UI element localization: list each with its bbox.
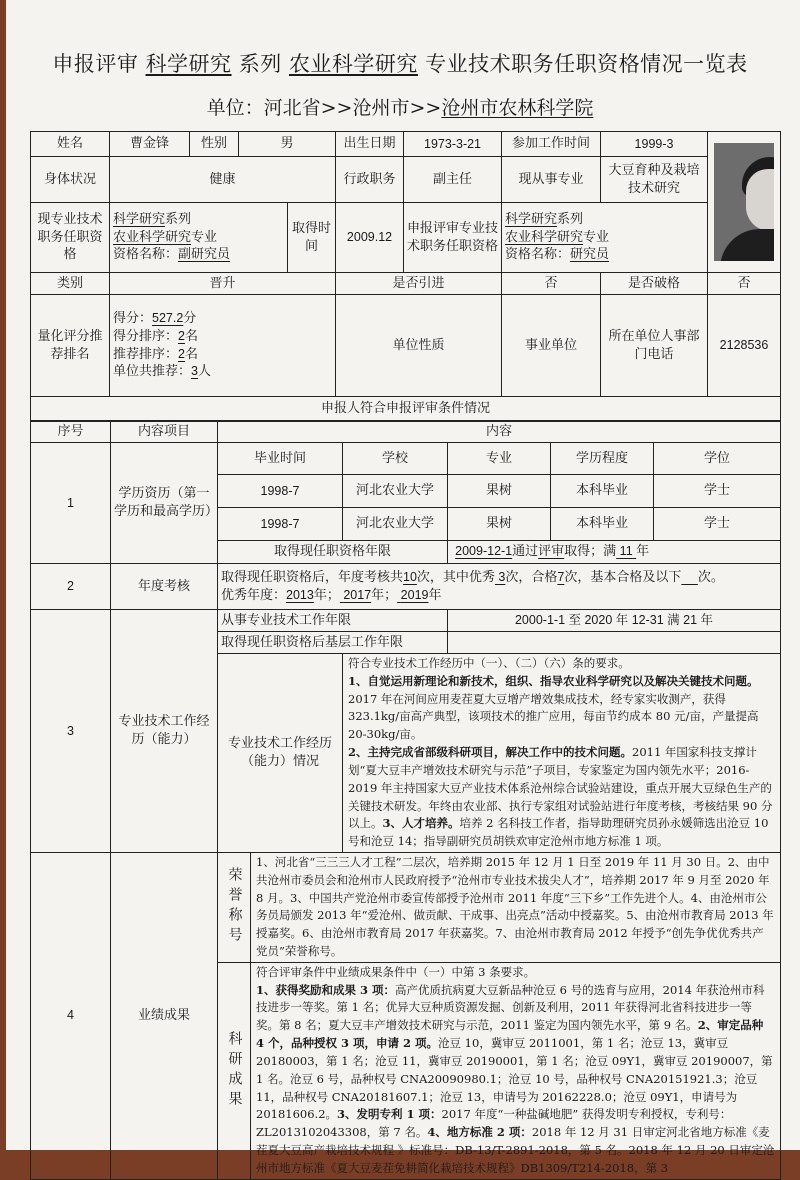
annual-item: 年度考核 — [111, 564, 218, 610]
current-qual-label: 现专业技术职务任职资格 — [31, 203, 110, 273]
obtain-time-value: 2009.12 — [336, 203, 404, 273]
apply-qual-value: 科学研究系列 农业科学研究专业 资格名称：研究员 — [502, 203, 708, 273]
basic-info-table — [30, 131, 781, 421]
ach-item: 业绩成果 — [111, 852, 218, 1179]
edu-header-3: 学历程度 — [551, 443, 654, 475]
edu-item: 学历资历（第一学历和最高学历） — [111, 443, 218, 564]
name-label: 姓名 — [31, 132, 110, 157]
conditions-table — [30, 421, 781, 1180]
hr-phone-value: 2128536 — [708, 295, 781, 397]
edu-header-0: 毕业时间 — [218, 443, 343, 475]
col-content-header: 内容 — [218, 422, 781, 443]
name-value: 曹金锋 — [110, 132, 190, 157]
category-value: 晋升 — [110, 273, 336, 295]
research-text: 符合评审条件中业绩成果条件中（一）中第 3 条要求。 1、获得奖励和成果 3 项：高产优质抗病夏大豆新品种沧豆 6 号的选育与应用，2014 年获沧州市科技进步一等奖。第 1 名；优异大豆种质资源发掘、创新及利用，2011 年获得河北省科技进步一等奖。第 8 名；夏大豆丰产增效技术研究与示范，2011 鉴定为国内领先水平，第 9 名。2、审定品种 4 个，品种授权 3 项，申请 2 项。沧豆 10，冀审豆 2011001，第 1 名；沧豆 13，冀审豆 20180003，第 1 名；沧豆 11，冀审豆 20190001，第 1 名；沧豆 09Y1，冀审豆 20190007，第 1 名。沧豆 6 号，品种权号 CNA20090980.1；沧豆 10 号，品种权号 CNA20151921.3；沧豆 11，品种权号 CNA20181607.1；沧豆 13，申请号为 20162228.0；沧豆 09Y1，申请号为 20181606.2。3、发明专利 1 项：2017 年度“一种盐碱地肥” 获得发明专利授权，专利号：ZL2013102043308，第 7 名。4、地方标准 2 项：2018 年 12 月 31 日审定河北省地方标准《麦茬夏大豆高产栽培技术规程 》标准号：DB-13/T-2891-2018，第 5 名。2018 年 12 月 20 日审定沧州市地方标准《夏大豆麦茬免耕简化栽培技术规程》DB1309/T214-2018，第 3 — [251, 962, 781, 1179]
admin-value: 副主任 — [404, 157, 502, 203]
qual-years-value: 2009-12-1通过评审取得；满 11 年 — [448, 541, 781, 564]
birth-label: 出生日期 — [336, 132, 404, 157]
score-label: 量化评分推荐排名 — [31, 295, 110, 397]
current-major-value: 大豆育种及栽培技术研究 — [601, 157, 708, 203]
admin-label: 行政职务 — [336, 157, 404, 203]
work-years-label: 从事专业技术工作年限 — [218, 610, 448, 632]
portrait-photo-icon — [714, 143, 774, 261]
document-title: 申报评审 科学研究 系列 农业科学研究 专业技术职务任职资格情况一览表 — [52, 52, 748, 76]
series-blank: 科学研究 — [145, 52, 232, 76]
birth-value: 1973-3-21 — [404, 132, 502, 157]
exp-detail-text: 符合专业技术工作经历中（一）、（二）（六）条的要求。 1、自觉运用新理论和新技术，组织、指导农业科学研究以及解决关键技术问题。2017 年在河间应用麦茬夏大豆增产增效集成技术，经专家实收测产，获得 323.1kg/亩高产典型，该项技术的推广应用，每亩节约成本 80 元/亩，产量提高 20-30kg/亩。 2、主持完成省部级科研项目，解决工作中的技术问题。2011 年国家科技支撑计划“夏大豆丰产增效技术研究与示范”子项目，专家鉴定为国内领先水平；2016-2019 年主持国家大豆产业技术体系沧州综合试验站建设，重点开展大豆绿色生产的关键技术研发。年终由农业部、执行专家组对试验站进行年度考核，考核结果 90 分以上。3、人才培养。培养 2 名科技工作者，指导助理研究员孙永媛筛选出沧豆 10 号和沧豆 14；指导副研究员胡铁欢审定沧州市地方标准 1 项。 — [343, 654, 781, 853]
honor-label: 荣誉称号 — [218, 852, 251, 962]
current-qual-value: 科学研究系列 农业科学研究专业 资格名称：副研究员 — [110, 203, 288, 273]
score-block: 得分：527.2分 得分排序：2名 推荐排序：2名 单位共推荐：3人 — [110, 295, 336, 397]
gender-label: 性别 — [190, 132, 239, 157]
edu-row: 1998-7 河北农业大学 果树 本科毕业 学士 — [31, 475, 781, 508]
hr-phone-label: 所在单位人事部门电话 — [601, 295, 708, 397]
edu-header-4: 学位 — [654, 443, 781, 475]
annual-content: 取得现任职资格后，年度考核共10次，其中优秀 3次，合格7次，基本合格及以下 次。 优秀年度：2013年； 2017年； 2019年 — [218, 564, 781, 610]
exp-item: 专业技术工作经历（能力） — [111, 610, 218, 853]
research-label: 科研成果 — [218, 962, 251, 1179]
conditions-section-title: 申报人符合申报评审条件情况 — [31, 397, 781, 421]
work-years-value: 2000-1-1 至 2020 年 12-31 满 21 年 — [448, 610, 781, 632]
work-start-value: 1999-3 — [601, 132, 708, 157]
edu-row: 1998-7 河北农业大学 果树 本科毕业 学士 — [31, 508, 781, 541]
health-label: 身体状况 — [31, 157, 110, 203]
obtain-time-label: 取得时间 — [288, 203, 336, 273]
current-major-label: 现从事专业 — [502, 157, 601, 203]
apply-qual-label: 申报评审专业技术职务任职资格 — [404, 203, 502, 273]
photo-cell — [708, 132, 781, 273]
unit-type-label: 单位性质 — [336, 295, 502, 397]
unit-type-value: 事业单位 — [502, 295, 601, 397]
qual-years-label: 取得现任职资格年限 — [218, 541, 448, 564]
honor-text: 1、河北省“三三三人才工程”二层次，培养期 2015 年 12 月 1 日至 2019 年 11 月 30 日。2、由中共沧州市委员会和沧州市人民政府授予“沧州市专业技术拔尖人才”，培养期 2017 年 9 月至 2020 年 8 月。3、中国共产党沧州市委宣传部授予沧州市 2011 年度“三下乡”工作先进个人。4、由沧州市公务员局颁发 2013 年“爱沧州、做贡献、干成事、出亮点”活动中授嘉奖。5、由沧州市教育局 2013 年授嘉奖。6、由沧州市教育局 2017 年获嘉奖。7、由沧州市教育局 2012 年授予“创先争优优秀共产党员”荣誉称号。 — [251, 852, 781, 962]
edu-header-2: 专业 — [448, 443, 551, 475]
grassroots-label: 取得现任职资格后基层工作年限 — [218, 632, 448, 654]
health-value: 健康 — [110, 157, 336, 203]
gender-value: 男 — [239, 132, 336, 157]
edu-header-1: 学校 — [343, 443, 448, 475]
edu-no: 1 — [31, 443, 111, 564]
unit-line: 单位：河北省>>沧州市>>沧州市农林科学院 — [206, 97, 594, 119]
annual-no: 2 — [31, 564, 111, 610]
unit-name: 沧州市农林科学院 — [441, 97, 594, 119]
major-blank: 农业科学研究 — [288, 52, 418, 76]
col-no-header: 序号 — [31, 422, 111, 443]
ach-no: 4 — [31, 852, 111, 1179]
grassroots-value — [448, 632, 781, 654]
category-label: 类别 — [31, 273, 110, 295]
introduce-value: 否 — [502, 273, 601, 295]
col-item-header: 内容项目 — [111, 422, 218, 443]
introduce-label: 是否引进 — [336, 273, 502, 295]
exception-label: 是否破格 — [601, 273, 708, 295]
exp-no: 3 — [31, 610, 111, 853]
exp-detail-label: 专业技术工作经历（能力）情况 — [218, 654, 343, 853]
exception-value: 否 — [708, 273, 781, 295]
work-start-label: 参加工作时间 — [502, 132, 601, 157]
